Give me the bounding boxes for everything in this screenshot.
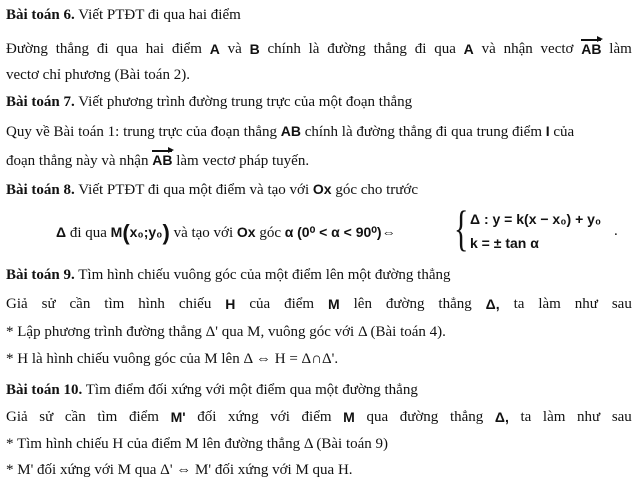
- problem-7-line-2: [6, 151, 632, 170]
- alpha-symbol: α: [284, 224, 294, 240]
- segment-ab: AB: [280, 123, 301, 139]
- problem-10-line-1: [6, 408, 632, 426]
- word: như: [577, 409, 601, 425]
- text: góc cho trước: [331, 182, 419, 198]
- problem-7-line-1: [6, 122, 632, 141]
- word: chiếu: [178, 296, 212, 312]
- word: B: [249, 41, 260, 57]
- word: đi: [96, 41, 109, 57]
- word: H: [225, 296, 236, 312]
- problem-10-line-2: * Tìm hình chiếu H của điểm M lên đường thẳng Δ (Bài toán 9): [6, 436, 389, 452]
- word: qua: [116, 41, 138, 57]
- word: vectơ: [540, 41, 574, 57]
- problem-8-heading: Viết PTĐT đi qua một điểm và tạo với: [74, 182, 313, 198]
- paren: ): [162, 220, 170, 245]
- word: qua: [366, 409, 389, 425]
- word: thẳng: [373, 41, 407, 57]
- word: chính: [267, 41, 301, 57]
- period: .: [614, 223, 618, 239]
- word: Giả: [6, 296, 28, 312]
- word: và: [227, 41, 242, 57]
- word: là: [308, 41, 320, 57]
- word: nhận: [503, 41, 533, 57]
- word: làm: [538, 296, 561, 312]
- text: chính là đường thẳng đi qua trung điểm: [300, 124, 546, 140]
- text: và tạo với: [169, 225, 237, 241]
- problem-10-label: Bài toán 10.: [6, 382, 83, 398]
- problem-8-label: Bài toán 8.: [6, 182, 75, 198]
- word: thẳng: [438, 296, 472, 312]
- word: AB: [581, 41, 602, 57]
- word: A: [209, 41, 220, 57]
- word: cần: [69, 296, 91, 312]
- problem-6-label: Bài toán 6.: [6, 7, 75, 23]
- word: qua: [434, 41, 456, 57]
- word: hai: [145, 41, 165, 57]
- word: M: [328, 296, 340, 312]
- text: đoạn thẳng này và nhận: [6, 153, 153, 169]
- system-line-1: Δ : y = k(x − x₀) + y₀: [470, 211, 602, 227]
- word: đường: [385, 296, 425, 312]
- word: Δ,: [485, 296, 500, 312]
- word: M: [343, 409, 355, 425]
- word: Giả: [6, 409, 28, 425]
- problem-9-heading: Tìm hình chiếu vuông góc của một điểm lên một đường thẳng: [74, 267, 451, 283]
- iff-symbol: ⇔: [381, 224, 396, 240]
- text: làm vectơ pháp tuyến.: [172, 153, 310, 169]
- problem-7-heading: Viết phương trình đường trung trực của một đoạn thẳng: [74, 94, 413, 110]
- word: thẳng: [449, 409, 484, 425]
- text: của: [549, 124, 575, 140]
- problem-10-line-3: * M' đối xứng với M qua Δ' ⇔ M' đối xứng với M qua H.: [6, 462, 353, 478]
- system-line-2: k = ± tan α: [470, 235, 539, 251]
- problem-6-title: [6, 6, 632, 24]
- word: đường: [327, 41, 366, 57]
- problem-6-heading: Viết PTĐT đi qua hai điểm: [74, 7, 241, 23]
- word: như: [574, 296, 598, 312]
- problem-9-title: [6, 266, 632, 284]
- word: điểm: [128, 409, 159, 425]
- brace: {: [454, 200, 469, 256]
- problem-10-heading: Tìm điểm đối xứng với một điểm qua một đường thẳng: [82, 382, 418, 398]
- coords: x₀;y₀: [129, 224, 163, 240]
- word: M': [170, 409, 186, 425]
- word: làm: [542, 409, 566, 425]
- problem-7-label: Bài toán 7.: [6, 94, 75, 110]
- point-i: I: [545, 123, 550, 139]
- paren: (: [122, 220, 130, 245]
- word: cần: [64, 409, 86, 425]
- problem-9-line-3: * H là hình chiếu vuông góc của M lên Δ ⇔ H = Δ∩Δ'.: [6, 351, 339, 367]
- word: với: [270, 409, 290, 425]
- point-m: M: [110, 224, 123, 240]
- word: điểm: [171, 41, 202, 57]
- text: đi qua: [66, 225, 111, 241]
- angle-condition: (0⁰ < α < 90⁰): [297, 224, 382, 240]
- word: tìm: [97, 409, 118, 425]
- word: điểm: [301, 409, 332, 425]
- text: Quy về Bài toán 1: trung trực của đoạn thẳng: [6, 124, 281, 140]
- problem-9-line-2: * Lập phương trình đường thẳng Δ' qua M, vuông góc với Δ (Bài toán 4).: [6, 324, 446, 340]
- word: đường: [399, 409, 439, 425]
- problem-9-label: Bài toán 9.: [6, 267, 75, 283]
- delta-symbol: Δ: [56, 224, 67, 240]
- word: đi: [414, 41, 427, 57]
- vector-ab: AB: [152, 152, 173, 168]
- word: sau: [611, 296, 632, 312]
- word: sau: [611, 409, 632, 425]
- axis-ox: Ox: [312, 181, 332, 197]
- word: sử: [39, 409, 54, 425]
- word: làm: [609, 41, 632, 57]
- word: điểm: [284, 296, 315, 312]
- word: Δ,: [494, 409, 509, 425]
- problem-6-line-2: vectơ chỉ phương (Bài toán 2).: [6, 67, 190, 83]
- word: ta: [520, 409, 532, 425]
- word: hình: [138, 296, 165, 312]
- word: ta: [513, 296, 525, 312]
- word: tìm: [104, 296, 125, 312]
- problem-9-line-1: [6, 295, 632, 313]
- axis-ox: Ox: [236, 224, 256, 240]
- word: của: [249, 296, 271, 312]
- text: góc: [255, 225, 285, 241]
- word: sử: [41, 296, 56, 312]
- word: thẳng: [55, 41, 90, 57]
- word: xứng: [228, 409, 259, 425]
- problem-7-title: [6, 93, 632, 111]
- problem-10-title: [6, 381, 632, 399]
- word: A: [463, 41, 474, 57]
- word: Đường: [6, 41, 48, 57]
- word: đối: [197, 409, 217, 425]
- word: lên: [353, 296, 372, 312]
- problem-6-line-1: [6, 40, 632, 58]
- word: và: [481, 41, 496, 57]
- problem-8-title: [6, 180, 632, 199]
